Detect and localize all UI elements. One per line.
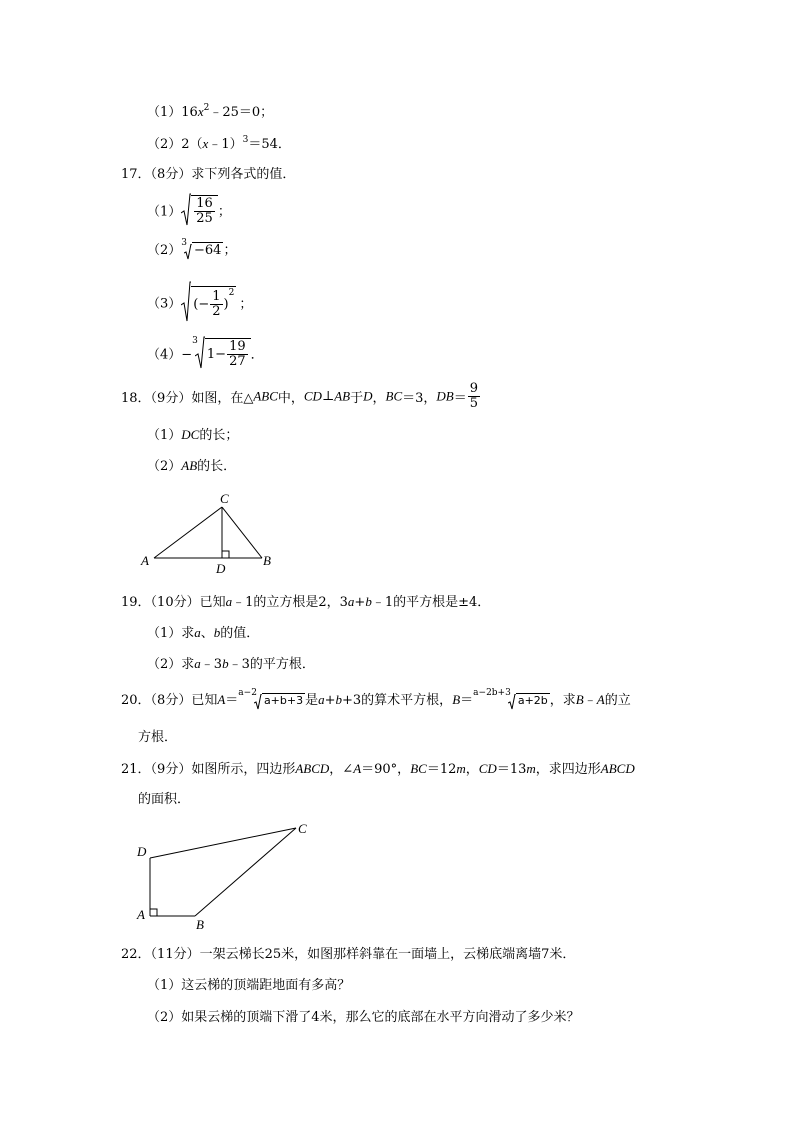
label-d: D [137, 844, 147, 859]
q16-part1: $(1)16x^2﹣25=0$； [147, 103, 274, 120]
label-b: B [196, 917, 204, 932]
label-a: A [137, 907, 145, 922]
sqrt-expression: $\frac{16}{25}$ [181, 193, 218, 227]
q17-part4: （4）−$^3$1− $\frac{19}{27}$ ． [147, 335, 264, 369]
label-a: A [141, 553, 149, 568]
q22-part2: （2）如果云梯的顶端下滑了4米，那么它的底部在水平方向滑动了多少米？ [147, 1010, 580, 1025]
q18-title: 18．（9分）如图，在△ABC中，CD⊥AB于D，BC＝3，DB＝ $\frac{9}{5}$ [121, 381, 479, 411]
q20-line2: 方根． [138, 730, 178, 745]
q17-part1: （1） $\frac{16}{25}$ ； [147, 193, 231, 227]
q18-part1: （1）DC的长； [147, 427, 239, 443]
label-c: C [298, 821, 307, 836]
q19-part1: （1）求a、b的值． [147, 625, 260, 641]
q21-line1: 21．（9分）如图所示，四边形ABCD，∠A＝90°，BC＝12m，CD＝13m，求四边形ABCD [121, 761, 635, 777]
label-b: B [263, 553, 271, 568]
q19-part2: （2）求a﹣3b﹣3的平方根． [147, 656, 315, 672]
q21-line2: 的面积． [138, 792, 191, 807]
q20-line1: 20．（8分）已知A＝$^{a-2}$a+b+3 是a+b+3的算术平方根，B＝$^{a-2b+3}$a+2b ，求B﹣A的立 [121, 688, 631, 708]
radical-sign-icon [195, 336, 205, 370]
label-d: D [216, 561, 226, 576]
q16-part2: （2）2（x﹣1）$^3$＝54． [147, 135, 291, 152]
q19-title: 19．（10分）已知a﹣1的立方根是2，3a+b﹣1的平方根是±4． [121, 594, 491, 610]
q17-part2: $(2)^3 -64$ ； [147, 238, 237, 258]
label-c: C [220, 491, 229, 506]
q17-part3: （3） (− $\frac{1}{2}$ )$^2$； [147, 281, 252, 323]
q18-part2: （2）AB的长． [147, 458, 237, 474]
q17-title: 17．（8分）求下列各式的值． [121, 167, 296, 182]
radical-sign-icon [181, 281, 191, 323]
radical-sign-icon [181, 193, 191, 227]
q22-part1: （1）这云梯的顶端距地面有多高？ [147, 978, 351, 993]
quadrilateral-abcd-figure [130, 818, 320, 933]
triangle-abc-figure [136, 488, 286, 580]
cbrt-expression: 1− $\frac{19}{27}$ [195, 336, 251, 370]
q22-title: 22．（11分）一架云梯长25米，如图那样斜靠在一面墙上，云梯底端离墙7米． [121, 947, 576, 962]
sqrt-expression: (− $\frac{1}{2}$ )$^2$ [181, 281, 236, 323]
